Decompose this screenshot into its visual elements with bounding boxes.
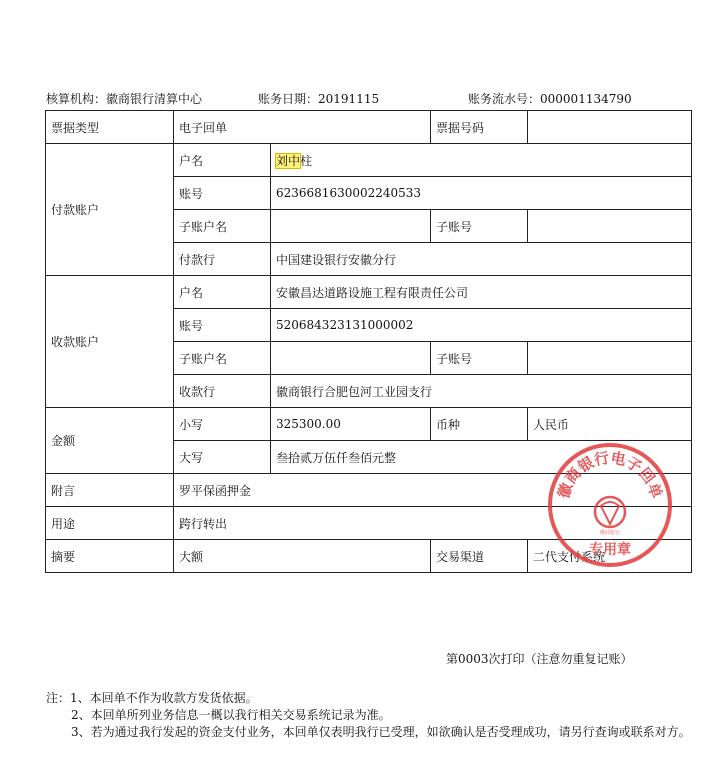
stamp-arc-text: 徽商银行电子回单 (554, 448, 666, 501)
footnote-1: 注：1、本回单不作为收款方发货依据。 (46, 691, 258, 705)
payer-sub-no-value (528, 210, 692, 243)
payer-name-value: 刘中柱 (271, 144, 692, 177)
payer-section-label: 付款账户 (46, 144, 174, 276)
table-row (46, 111, 692, 144)
amount-large-label: 大写 (174, 441, 271, 474)
payee-account-label: 账号 (174, 309, 271, 342)
postscript-value: 罗平保函押金 (174, 474, 692, 507)
footnotes (46, 690, 696, 741)
stamp-logo-mark-icon (601, 502, 619, 524)
accounting-org: 核算机构：徽商银行清算中心 (46, 92, 203, 106)
stamp-logo-text: 徽商银行 (599, 530, 621, 536)
receipt-header (46, 90, 696, 106)
channel-value: 二代支付系统 (528, 540, 692, 573)
table-row (46, 408, 692, 441)
purpose-value: 跨行转出 (174, 507, 692, 540)
table-row (46, 276, 692, 309)
bank-seal-stamp (545, 440, 675, 570)
payee-sub-name-label: 子账户名 (174, 342, 271, 375)
amount-section-label: 金额 (46, 408, 174, 474)
channel-label: 交易渠道 (431, 540, 528, 573)
payer-sub-name-label: 子账户名 (174, 210, 271, 243)
purpose-label: 用途 (46, 507, 174, 540)
footnote-2: 2、本回单所列业务信息一概以我行相关交易系统记录为准。 (71, 708, 391, 722)
receipt-number-value (528, 111, 692, 144)
payer-sub-no-label: 子账号 (431, 210, 528, 243)
currency-label: 币种 (431, 408, 528, 441)
payee-name-label: 户名 (174, 276, 271, 309)
payer-account-label: 账号 (174, 177, 271, 210)
currency-value: 人民币 (528, 408, 692, 441)
summary-value: 大额 (174, 540, 431, 573)
payee-sub-no-value (528, 342, 692, 375)
payer-account-value: 6236681630002240533 (271, 177, 692, 210)
receipt-type-value: 电子回单 (174, 111, 431, 144)
amount-small-value: 325300.00 (271, 408, 431, 441)
payee-bank-value: 徽商银行合肥包河工业园支行 (271, 375, 692, 408)
payee-sub-no-label: 子账号 (431, 342, 528, 375)
payee-account-value: 520684323131000002 (271, 309, 692, 342)
print-count-note: 第0003次打印（注意勿重复记账） (446, 652, 633, 666)
payer-bank-label: 付款行 (174, 243, 271, 276)
amount-small-label: 小写 (174, 408, 271, 441)
summary-label: 摘要 (46, 540, 174, 573)
receipt-type-label: 票据类型 (46, 111, 174, 144)
receipt-number-label: 票据号码 (431, 111, 528, 144)
highlighted-text: 刘中 (276, 153, 301, 168)
amount-large-value: 叁拾贰万伍仟叁佰元整 (271, 441, 692, 474)
footnote-3: 3、若为通过我行发起的资金支付业务，本回单仅表明我行已受理，如欲确认是否受理成功，请另行查询或联系对方。 (71, 725, 691, 739)
postscript-label: 附言 (46, 474, 174, 507)
table-row (46, 144, 692, 177)
serial-number: 账务流水号：000001134790 (468, 92, 632, 106)
stamp-bottom-text: 专用章 (589, 542, 631, 558)
payer-sub-name-value (271, 210, 431, 243)
payee-section-label: 收款账户 (46, 276, 174, 408)
accounting-date: 账务日期：20191115 (258, 92, 380, 106)
payer-name-label: 户名 (174, 144, 271, 177)
payee-bank-label: 收款行 (174, 375, 271, 408)
payee-name-value: 安徽昌达道路设施工程有限责任公司 (271, 276, 692, 309)
payee-sub-name-value (271, 342, 431, 375)
payer-bank-value: 中国建设银行安徽分行 (271, 243, 692, 276)
